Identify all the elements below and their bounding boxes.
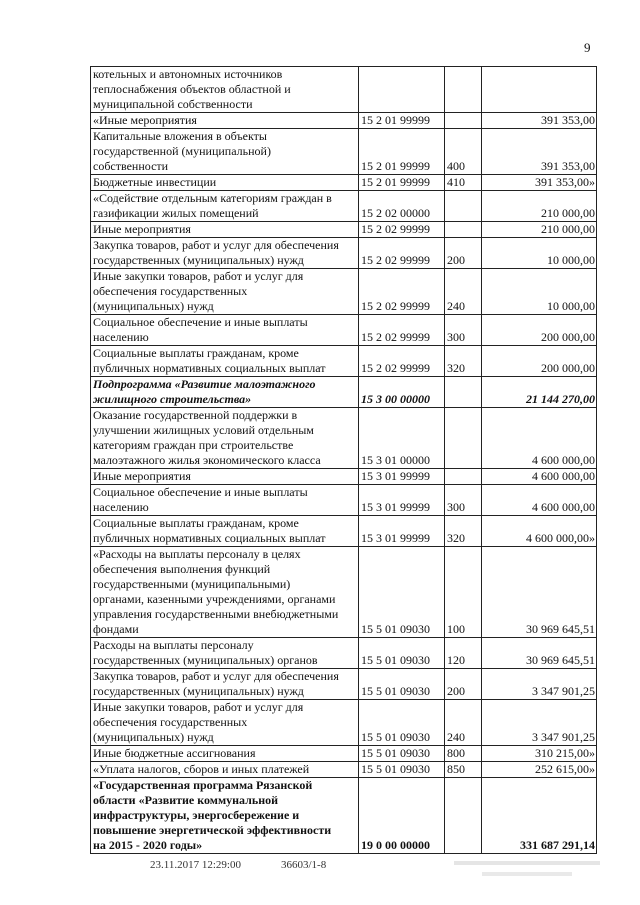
row-code-cell: 15 3 01 00000: [359, 408, 445, 469]
row-code-cell: 15 2 01 99999: [359, 175, 445, 191]
row-type-cell: 800: [445, 746, 482, 762]
row-code-cell: 19 0 00 00000: [359, 778, 445, 854]
row-amount-cell: 200 000,00: [482, 346, 597, 377]
row-name-cell: Социальное обеспечение и иные выплаты населению: [91, 315, 359, 346]
row-code-cell: 15 2 02 99999: [359, 346, 445, 377]
page-number: 9: [584, 40, 591, 55]
row-code-cell: 15 5 01 09030: [359, 547, 445, 638]
row-code-cell: 15 5 01 09030: [359, 700, 445, 746]
table-row: [91, 346, 597, 377]
row-code-cell: 15 3 01 99999: [359, 485, 445, 516]
row-type-cell: [445, 377, 482, 408]
row-name-cell: котельных и автономных источников теплоснабжения объектов областной и муниципальной собственности: [91, 67, 359, 113]
table-row: [91, 700, 597, 746]
row-type-cell: 320: [445, 346, 482, 377]
row-amount-cell: 3 347 901,25: [482, 700, 597, 746]
row-code-cell: 15 2 02 99999: [359, 238, 445, 269]
row-amount-cell: 10 000,00: [482, 238, 597, 269]
row-type-cell: [445, 67, 482, 113]
row-code-cell: 15 5 01 09030: [359, 638, 445, 669]
row-name-cell: Подпрограмма «Развитие малоэтажного жилищного строительства»: [91, 377, 359, 408]
row-amount-cell: 200 000,00: [482, 315, 597, 346]
row-name-cell: Бюджетные инвестиции: [91, 175, 359, 191]
table-row: [91, 762, 597, 778]
table-row: [91, 469, 597, 485]
row-amount-cell: 210 000,00: [482, 191, 597, 222]
row-type-cell: [445, 191, 482, 222]
table-row: [91, 315, 597, 346]
row-code-cell: 15 3 00 00000: [359, 377, 445, 408]
row-code-cell: 15 2 02 99999: [359, 269, 445, 315]
table-row: [91, 175, 597, 191]
row-amount-cell: 3 347 901,25: [482, 669, 597, 700]
row-amount-cell: 331 687 291,14: [482, 778, 597, 854]
table-row: [91, 129, 597, 175]
row-name-cell: «Государственная программа Рязанской области «Развитие коммунальной инфраструктуры, энергосбережение и повышение энергетической эффективности на 2015 - 2020 годы»: [91, 778, 359, 854]
row-amount-cell: 10 000,00: [482, 269, 597, 315]
table-row: [91, 746, 597, 762]
row-code-cell: 15 3 01 99999: [359, 469, 445, 485]
row-name-cell: «Расходы на выплаты персоналу в целях обеспечения выполнения функций государственными (муниципальными) органами, казенными учреждениями, органами управления государственными внебюджетными фондами: [91, 547, 359, 638]
footer-datetime: 23.11.2017 12:29:00: [150, 859, 241, 871]
row-amount-cell: 30 969 645,51: [482, 638, 597, 669]
row-name-cell: Расходы на выплаты персоналу государственных (муниципальных) органов: [91, 638, 359, 669]
row-type-cell: [445, 222, 482, 238]
row-type-cell: 400: [445, 129, 482, 175]
row-amount-cell: 252 615,00»: [482, 762, 597, 778]
table-row: [91, 408, 597, 469]
row-amount-cell: 21 144 270,00: [482, 377, 597, 408]
row-amount-cell: 4 600 000,00: [482, 469, 597, 485]
row-name-cell: Закупка товаров, работ и услуг для обеспечения государственных (муниципальных) нужд: [91, 669, 359, 700]
row-type-cell: 320: [445, 516, 482, 547]
row-type-cell: [445, 408, 482, 469]
row-code-cell: 15 3 01 99999: [359, 516, 445, 547]
row-code-cell: 15 5 01 09030: [359, 762, 445, 778]
row-code-cell: 15 2 02 99999: [359, 222, 445, 238]
row-code-cell: 15 2 01 99999: [359, 129, 445, 175]
row-name-cell: Иные закупки товаров, работ и услуг для обеспечения государственных (муниципальных) нужд: [91, 700, 359, 746]
row-amount-cell: 4 600 000,00: [482, 408, 597, 469]
row-name-cell: Капитальные вложения в объекты государственной (муниципальной) собственности: [91, 129, 359, 175]
row-name-cell: «Иные мероприятия: [91, 113, 359, 129]
table-row: [91, 269, 597, 315]
row-type-cell: [445, 113, 482, 129]
row-amount-cell: 4 600 000,00»: [482, 516, 597, 547]
table-row: [91, 547, 597, 638]
row-amount-cell: 391 353,00»: [482, 175, 597, 191]
row-name-cell: Иные бюджетные ассигнования: [91, 746, 359, 762]
row-type-cell: 200: [445, 669, 482, 700]
table-row: [91, 67, 597, 113]
row-name-cell: «Уплата налогов, сборов и иных платежей: [91, 762, 359, 778]
row-type-cell: [445, 778, 482, 854]
row-type-cell: 410: [445, 175, 482, 191]
row-amount-cell: [482, 67, 597, 113]
table-row: [91, 222, 597, 238]
row-type-cell: 850: [445, 762, 482, 778]
row-code-cell: 15 2 02 00000: [359, 191, 445, 222]
row-type-cell: 240: [445, 700, 482, 746]
table-row: [91, 669, 597, 700]
table-row: [91, 113, 597, 129]
footer-doc-number: 36603/1-8: [281, 859, 327, 871]
row-amount-cell: 391 353,00: [482, 113, 597, 129]
row-code-cell: [359, 67, 445, 113]
table-row: [91, 516, 597, 547]
row-amount-cell: 30 969 645,51: [482, 547, 597, 638]
row-amount-cell: 210 000,00: [482, 222, 597, 238]
row-amount-cell: 391 353,00: [482, 129, 597, 175]
row-type-cell: 240: [445, 269, 482, 315]
row-name-cell: Иные мероприятия: [91, 222, 359, 238]
faded-stamp-watermark: [452, 858, 602, 882]
row-type-cell: 200: [445, 238, 482, 269]
row-name-cell: Закупка товаров, работ и услуг для обеспечения государственных (муниципальных) нужд: [91, 238, 359, 269]
row-name-cell: Социальные выплаты гражданам, кроме публичных нормативных социальных выплат: [91, 346, 359, 377]
row-name-cell: Социальное обеспечение и иные выплаты населению: [91, 485, 359, 516]
row-type-cell: 120: [445, 638, 482, 669]
table-row: [91, 191, 597, 222]
row-code-cell: 15 2 02 99999: [359, 315, 445, 346]
subprogram-row: [91, 377, 597, 408]
row-name-cell: «Содействие отдельным категориям граждан в газификации жилых помещений: [91, 191, 359, 222]
row-name-cell: Иные закупки товаров, работ и услуг для обеспечения государственных (муниципальных) нужд: [91, 269, 359, 315]
row-type-cell: 300: [445, 315, 482, 346]
row-name-cell: Социальные выплаты гражданам, кроме публичных нормативных социальных выплат: [91, 516, 359, 547]
table-row: [91, 638, 597, 669]
row-name-cell: Иные мероприятия: [91, 469, 359, 485]
row-type-cell: 300: [445, 485, 482, 516]
table-row: [91, 485, 597, 516]
row-code-cell: 15 5 01 09030: [359, 746, 445, 762]
row-type-cell: 100: [445, 547, 482, 638]
table-row: [91, 238, 597, 269]
row-amount-cell: 310 215,00»: [482, 746, 597, 762]
row-type-cell: [445, 469, 482, 485]
row-name-cell: Оказание государственной поддержки в улучшении жилищных условий отдельным категориям граждан при строительстве малоэтажного жилья экономического класса: [91, 408, 359, 469]
budget-table: [90, 66, 597, 854]
row-code-cell: 15 5 01 09030: [359, 669, 445, 700]
row-amount-cell: 4 600 000,00: [482, 485, 597, 516]
program-row: [91, 778, 597, 854]
row-code-cell: 15 2 01 99999: [359, 113, 445, 129]
